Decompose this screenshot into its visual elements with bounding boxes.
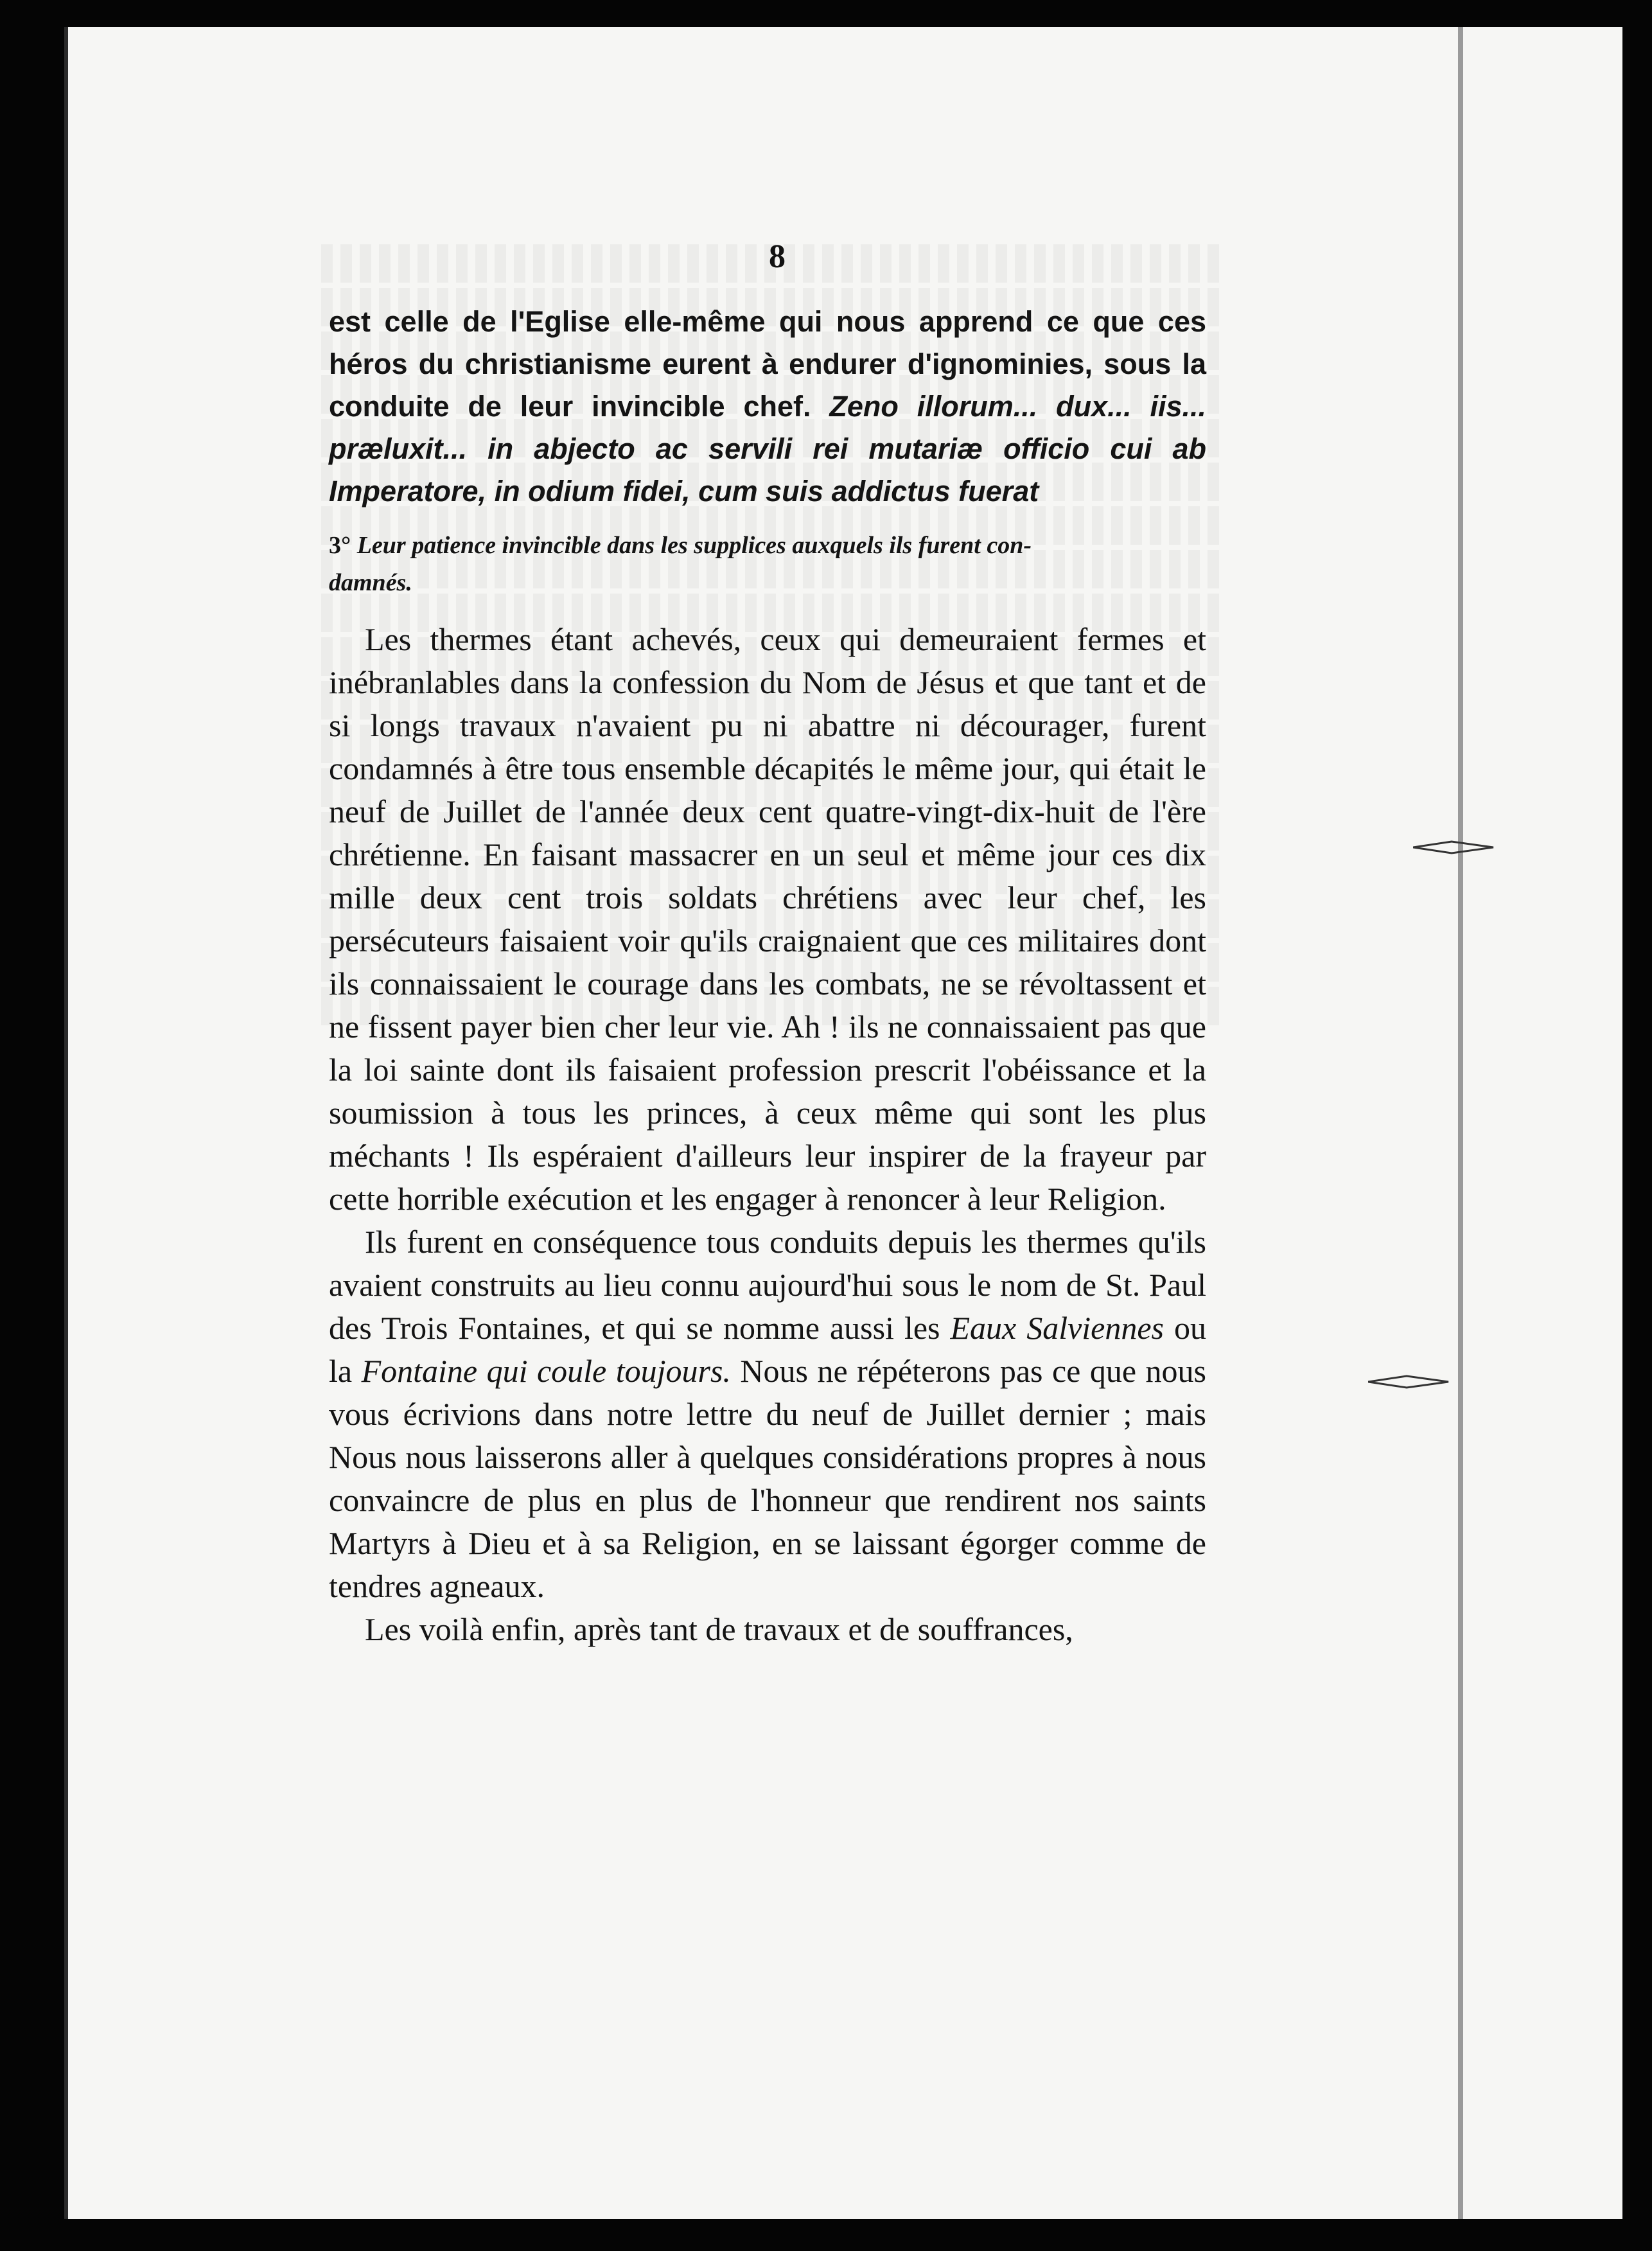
section-number: 3° xyxy=(329,532,351,559)
place-name-eaux-salviennes: Eaux Salviennes xyxy=(950,1310,1164,1346)
paragraph-2-text-before: Ils furent en conséquence tous conduits depuis les thermes qu'ils avaient construits au lieu connu aujourd'hui sous le nom de St. Paul des Trois Fontaines, et qui se nomme aussi les xyxy=(329,1224,1206,1346)
opening-paragraph-text: est celle de l'Eglise elle-même qui nous apprend ce que ces héros du christianisme eurent à endurer d'ignominies, sous la conduite de leur invincible chef. xyxy=(329,305,1206,423)
page-number: 8 xyxy=(769,238,786,275)
paragraph-2-text-middle: ou la xyxy=(329,1310,1206,1389)
latin-quotation: Zeno illorum... dux... iis... præluxit... in abjecto ac servili rei mutariæ officio cui ab Imperatore, in odium fidei, cum suis addictus fuerat xyxy=(329,390,1207,508)
place-name-fontaine: Fontaine qui coule toujours. xyxy=(361,1353,731,1389)
body-paragraph-3: Les voilà enfin, après tant de travaux et de souffrances, xyxy=(365,1611,1073,1647)
opening-paragraph xyxy=(329,301,1206,513)
binding-mark-upper xyxy=(1413,840,1497,854)
paragraph-2-text-after: Nous ne répéterons pas ce que nous vous écrivions dans notre lettre du neuf de Juillet dernier ; mais Nous nous laisserons aller à quelques considérations propres à nous convaincre de plus en plus de l'honneur que rendirent nos saints Martyrs à Dieu et à sa Religion, en se laissant égorger comme de tendres agneaux. xyxy=(329,1353,1206,1604)
body-paragraph-2 xyxy=(329,1221,1206,1608)
binding-mark-lower xyxy=(1368,1375,1452,1389)
section-heading-continuation: damnés. xyxy=(329,569,412,596)
section-heading xyxy=(329,527,1206,601)
page-body-text xyxy=(329,301,1206,1651)
body-paragraph-1: Les thermes étant achevés, ceux qui demeuraient fermes et inébranlables dans la confession du Nom de Jésus et que tant et de si longs travaux n'avaient pu ni abattre ni décourager, furent condamnés à être tous ensemble décapités le même jour, qui était le neuf de Juillet de l'année deux cent quatre-vingt-dix-huit de l'ère chrétienne. En faisant massacrer en un seul et même jour ces dix mille deux cent trois soldats chrétiens avec leur chef, les persécuteurs faisaient voir qu'ils craignaient que ces militaires dont ils connaissaient le courage dans les combats, ne se révoltassent et ne fissent payer bien cher leur vie. Ah ! ils ne connaissaient pas que la loi sainte dont ils faisaient profession prescrit l'obéissance et la soumission à tous les princes, à ceux même qui sont les plus méchants ! Ils espéraient d'ailleurs leur inspirer de la frayeur par cette horrible exécution et les engager à renoncer à leur Religion. xyxy=(329,621,1206,1217)
section-heading-text: Leur patience invincible dans les supplices auxquels ils furent con- xyxy=(356,532,1032,559)
page-fold-edge xyxy=(1458,27,1463,2219)
